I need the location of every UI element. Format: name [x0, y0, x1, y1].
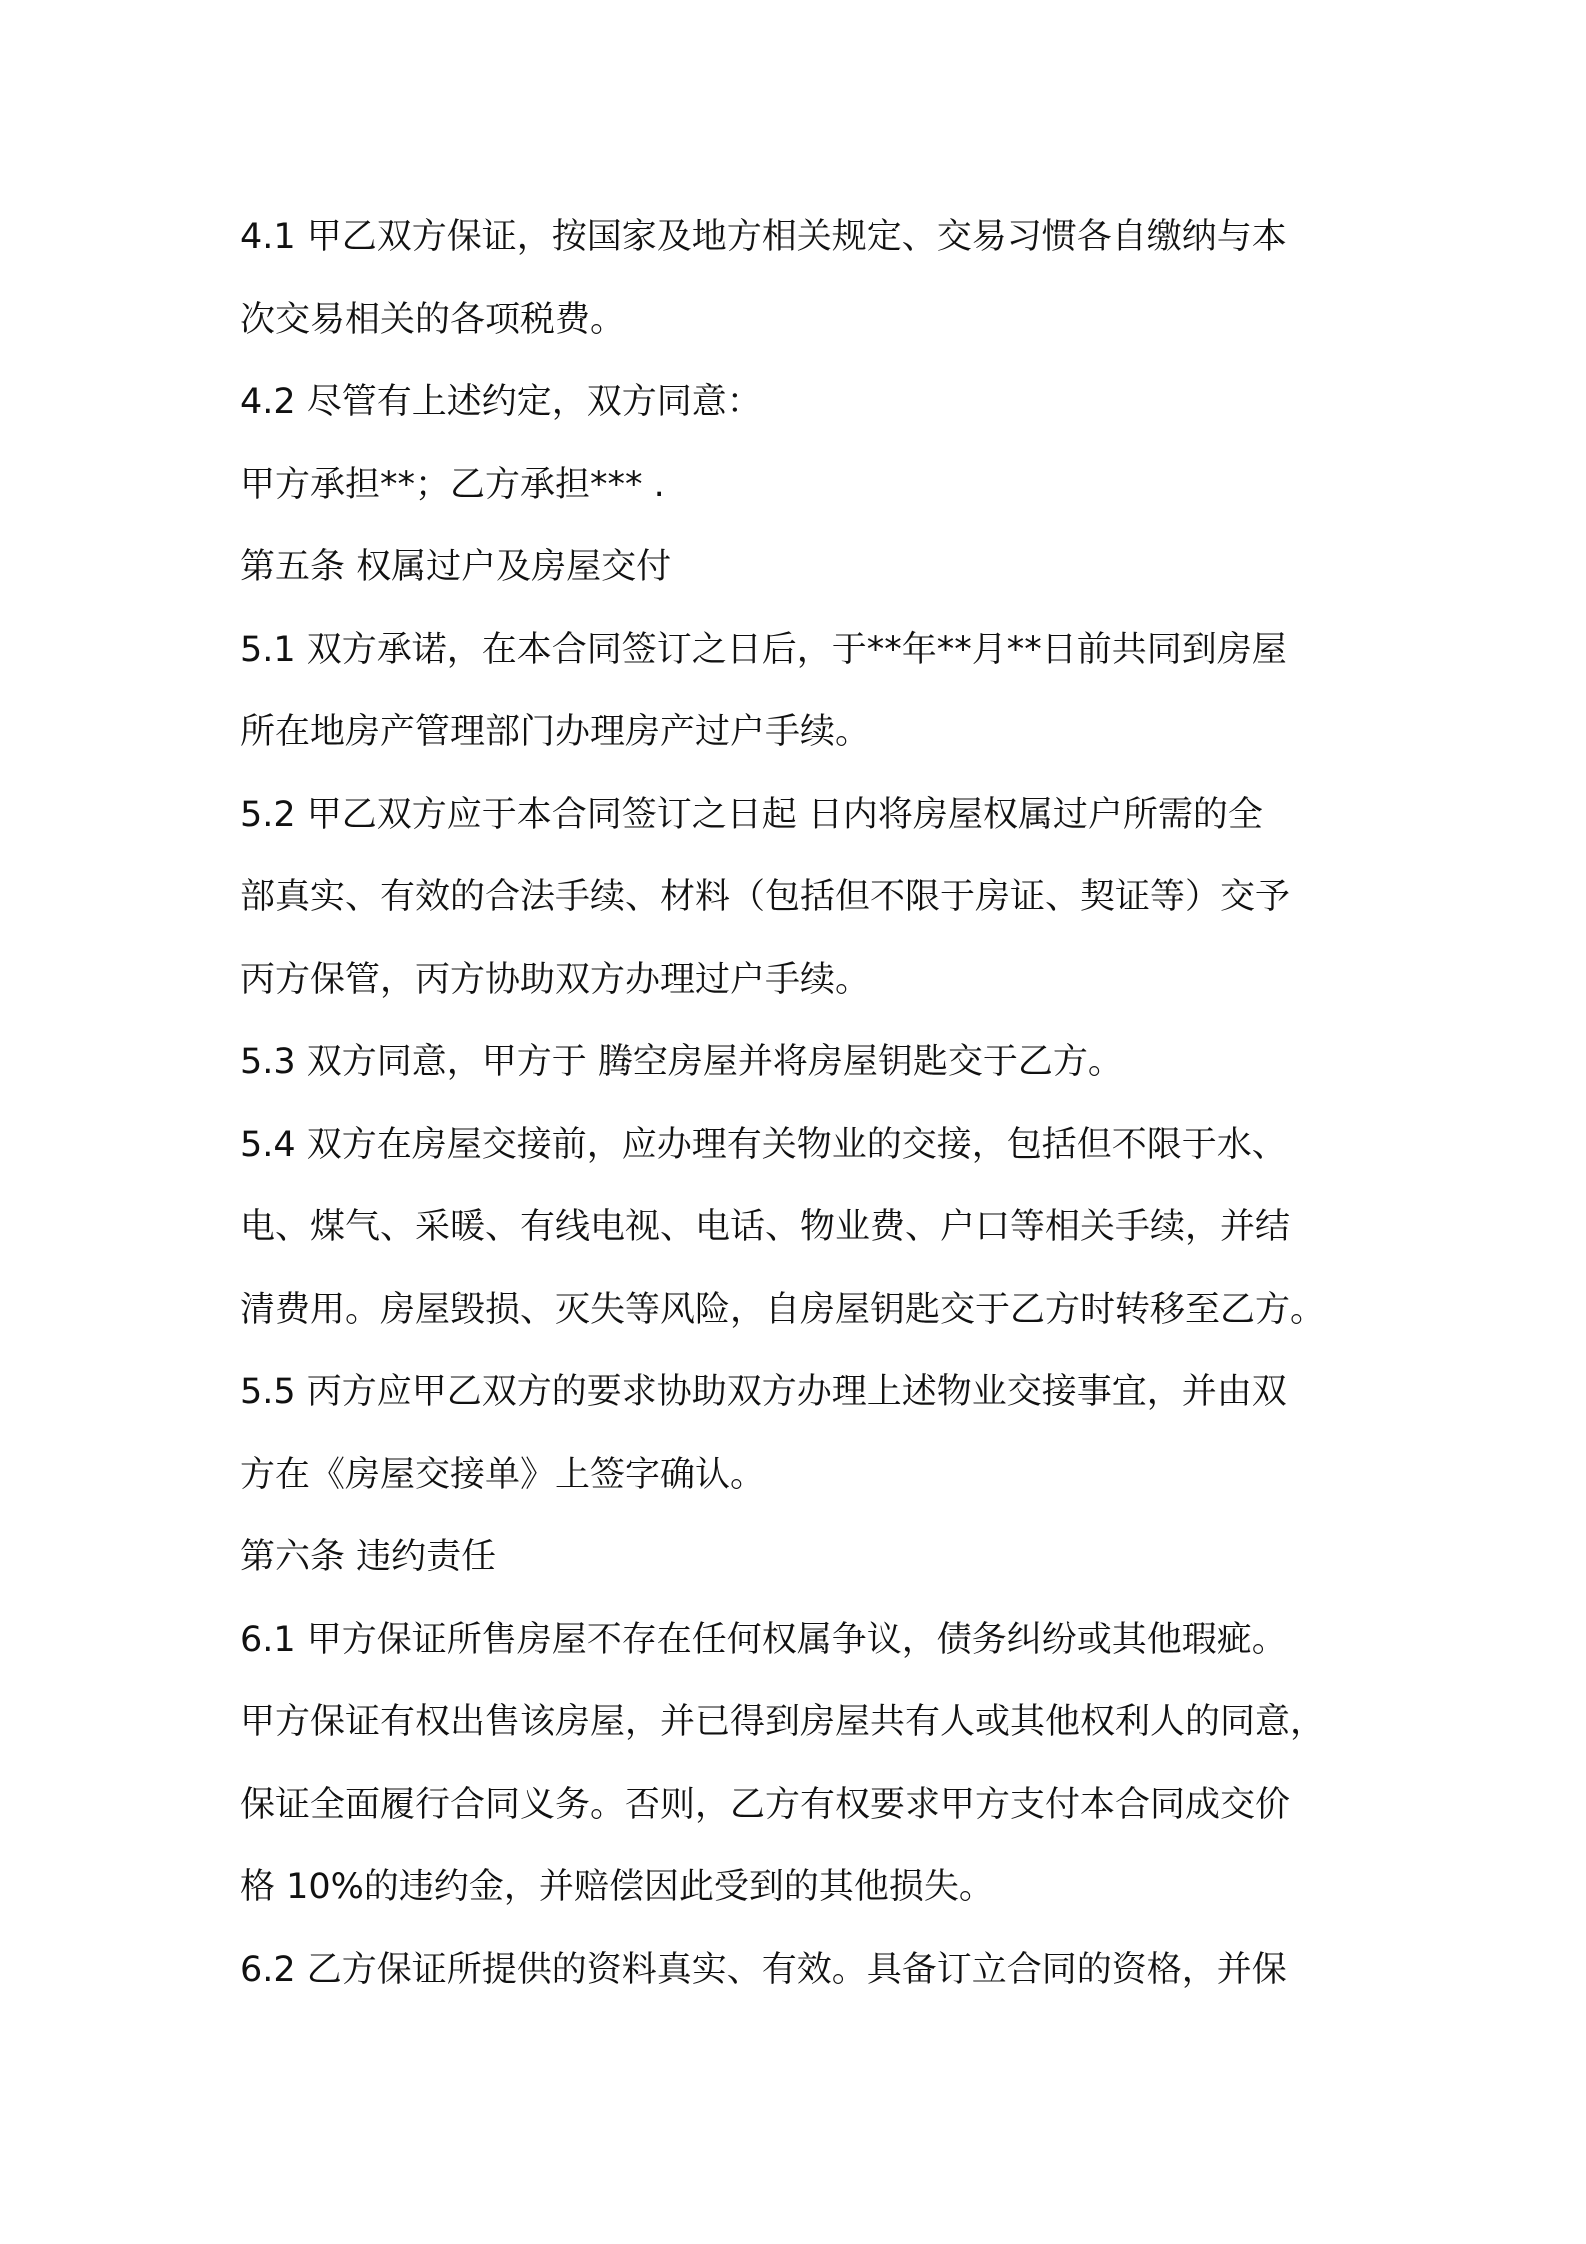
clause-6-1-line-4: 格 10%的违约金，并赔偿因此受到的其他损失。	[240, 1867, 994, 1907]
document-body	[240, 196, 1360, 2011]
clause-5-5-line-1: 5.5 丙方应甲乙双方的要求协助双方办理上述物业交接事宜，并由双	[240, 1372, 1287, 1412]
clause-4-1-line-1: 4.1 甲乙双方保证，按国家及地方相关规定、交易习惯各自缴纳与本	[240, 217, 1287, 257]
clause-5-2-line-3: 丙方保管，丙方协助双方办理过户手续。	[240, 959, 871, 1000]
clause-6-1-line-3: 保证全面履行合同义务。否则，乙方有权要求甲方支付本合同成交价	[240, 1784, 1291, 1825]
clause-5-2-line-1: 5.2 甲乙双方应于本合同签订之日起 日内将房屋权属过户所需的全	[240, 794, 1263, 835]
clause-5-4-line-2: 电、煤气、采暖、有线电视、电话、物业费、户口等相关手续，并结	[240, 1207, 1291, 1247]
article-6-heading: 第六条 违约责任	[240, 1537, 497, 1577]
clause-6-1-line-2: 甲方保证有权出售该房屋，并已得到房屋共有人或其他权利人的同意，	[240, 1702, 1326, 1742]
clause-5-4-line-1: 5.4 双方在房屋交接前，应办理有关物业的交接，包括但不限于水、	[240, 1124, 1287, 1165]
clause-4-2-line-2: 甲方承担**；乙方承担*** .	[240, 464, 665, 505]
clause-6-1-line-1: 6.1 甲方保证所售房屋不存在任何权属争议，债务纠纷或其他瑕疵。	[240, 1619, 1287, 1660]
clause-5-5-line-2: 方在《房屋交接单》上签字确认。	[240, 1454, 766, 1495]
clause-4-1-line-2: 次交易相关的各项税费。	[240, 299, 626, 340]
article-5-heading: 第五条 权属过户及房屋交付	[240, 547, 672, 587]
clause-5-1-line-1: 5.1 双方承诺，在本合同签订之日后，于**年**月**日前共同到房屋	[240, 629, 1287, 670]
clause-5-3-line-1: 5.3 双方同意，甲方于 腾空房屋并将房屋钥匙交于乙方。	[240, 1042, 1123, 1082]
clause-5-2-line-2: 部真实、有效的合法手续、材料（包括但不限于房证、契证等）交予	[240, 877, 1291, 917]
clause-4-2-line-1: 4.2 尽管有上述约定，双方同意：	[240, 382, 762, 422]
clause-5-1-line-2: 所在地房产管理部门办理房产过户手续。	[240, 712, 871, 752]
clause-5-4-line-3: 清费用。房屋毁损、灭失等风险，自房屋钥匙交于乙方时转移至乙方。	[240, 1289, 1326, 1330]
clause-6-2-line-1: 6.2 乙方保证所提供的资料真实、有效。具备订立合同的资格，并保	[240, 1949, 1287, 1990]
